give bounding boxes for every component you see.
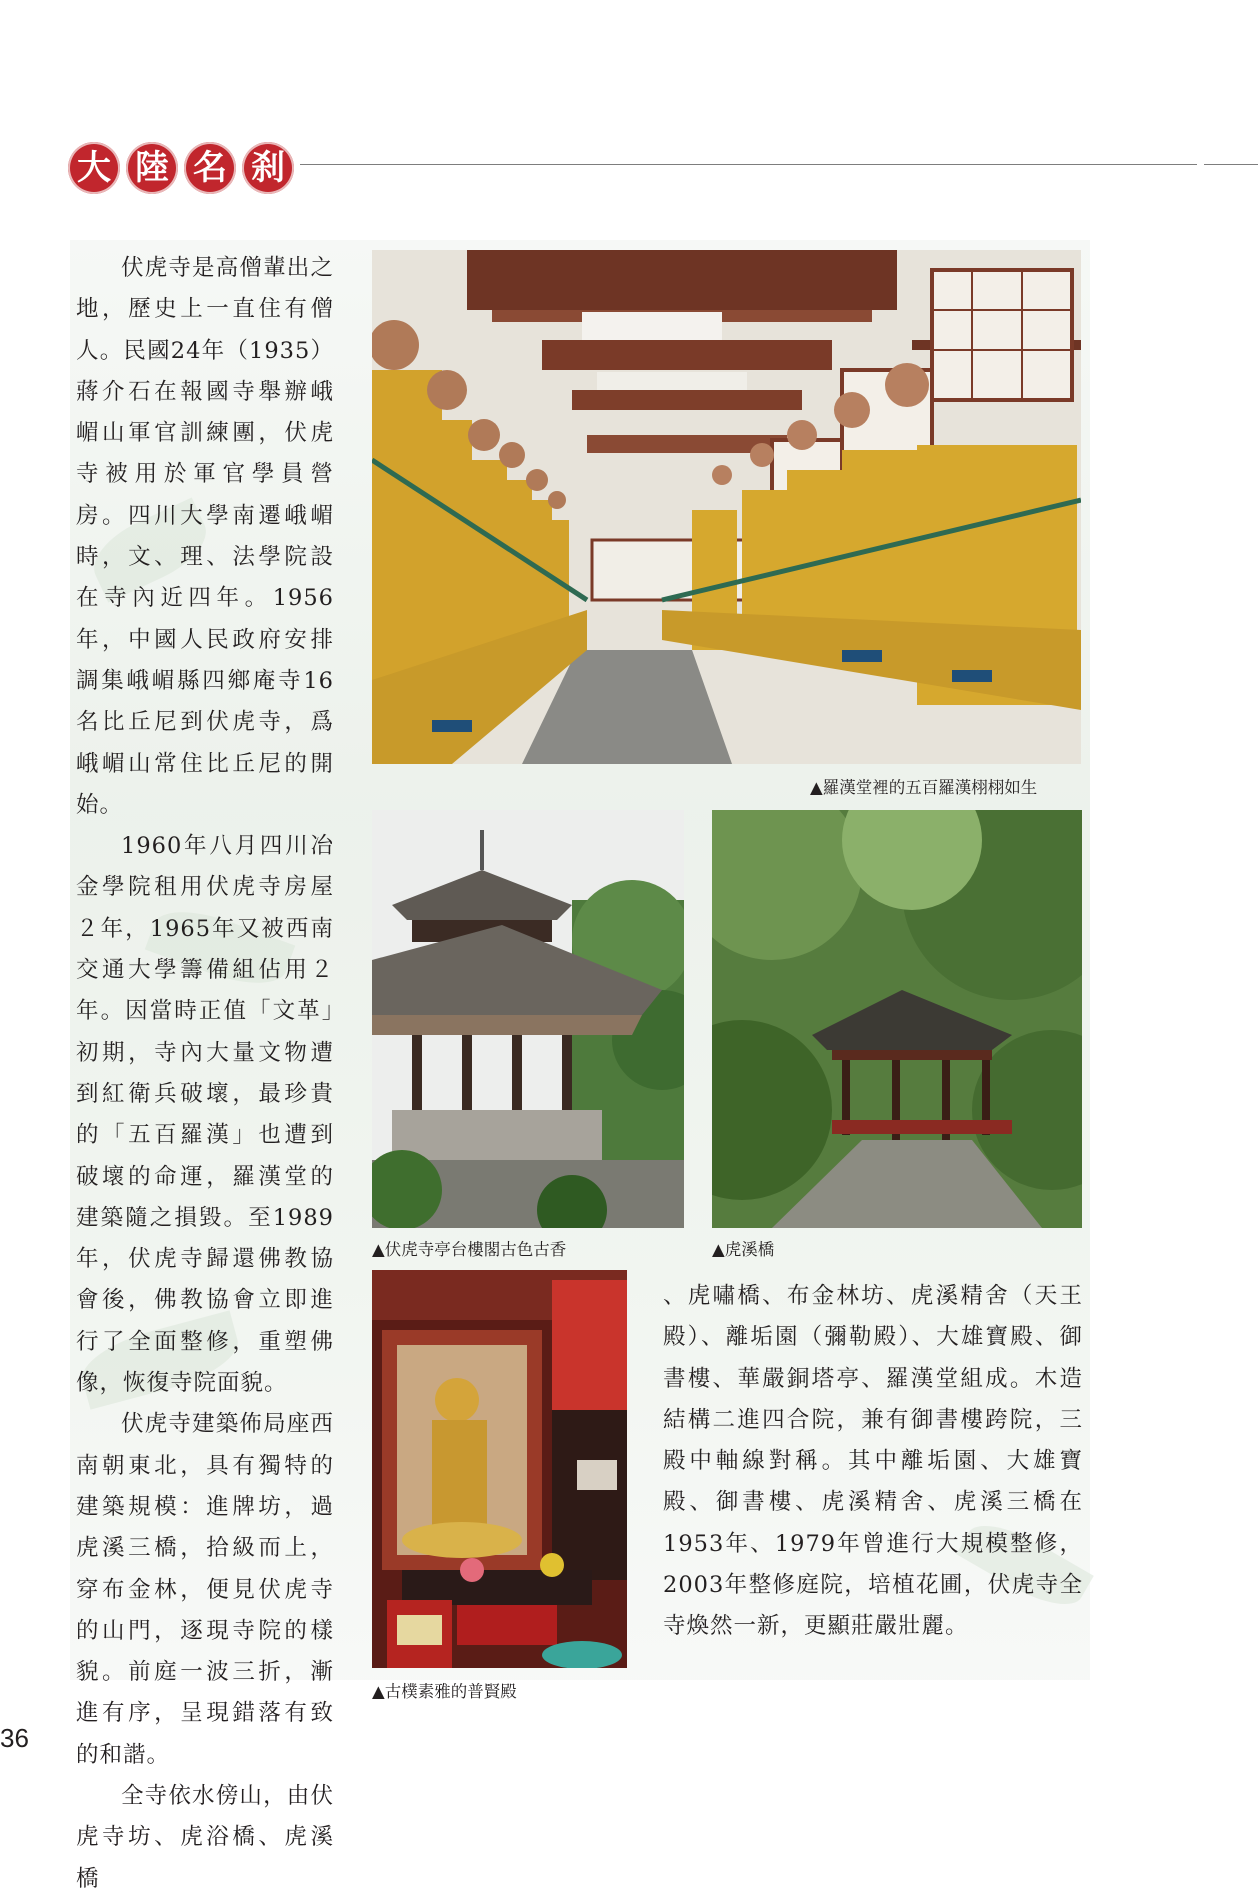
caption-arhat-hall: ▲羅漢堂裡的五百羅漢栩栩如生 [810,778,1038,797]
paragraph-continuation: 、虎嘯橋、布金林坊、虎溪精舍（天王殿）、離垢園（彌勒殿）、大雄寶殿、御書樓、華嚴銅塔亭、羅漢堂組成。木造結構二進四合院，兼有御書樓跨院，三殿中軸線對稱。其中離垢園、大雄寶殿、御書樓、虎溪精舍、虎溪三橋在1953年、1979年曾進行大規模整修，2003年整修庭院，培植花圃，伏虎寺全寺煥然一新，更顯莊嚴壯麗。 [663,1283,1083,1640]
paragraph: 伏虎寺建築佈局座西南朝東北，具有獨特的建築規模：進牌坊，過虎溪三橋，拾級而上，穿布金林，便見伏虎寺的山門，逐現寺院的樣貌。前庭一波三折，漸進有序，呈現錯落有致的和諧。 [76,1411,334,1768]
right-text-column [663,1276,1083,1648]
header-rule [300,164,1197,165]
pavilion-photo [372,810,684,1228]
header-char-3: 名 [184,142,236,194]
paragraph: 全寺依水傍山，由伏虎寺坊、虎浴橋、虎溪橋 [76,1782,334,1892]
caption-pavilion: ▲伏虎寺亭台樓閣古色古香 [372,1240,567,1259]
tiger-bridge-photo [712,810,1082,1228]
caption-tiger-bridge: ▲虎溪橋 [712,1240,775,1259]
page-number: 36 [0,1723,29,1753]
header-char-1: 大 [68,142,120,194]
paragraph: 伏虎寺是高僧輩出之地，歷史上一直住有僧人。民國24年（1935）蔣介石在報國寺舉辦峨嵋山軍官訓練團，伏虎寺被用於軍官學員營房。四川大學南遷峨嵋時，文、理、法學院設在寺內近四年。1956年，中國人民政府安排調集峨嵋縣四鄉庵寺16名比丘尼到伏虎寺，爲峨嵋山常住比丘尼的開始。 [76,255,334,818]
header-char-2: 陸 [126,142,178,194]
paragraph: 1960年八月四川冶金學院租用伏虎寺房屋２年，1965年又被西南交通大學籌備組佔用２年。因當時正值「文革」初期，寺內大量文物遭到紅衛兵破壞，最珍貴的「五百羅漢」也遭到破壞的命運，羅漢堂的建築隨之損毀。至1989年，伏虎寺歸還佛教協會後，佛教協會立即進行了全面整修，重塑佛像，恢復寺院面貌。 [76,833,334,1397]
caption-puxian-hall: ▲古樸素雅的普賢殿 [372,1682,517,1701]
puxian-hall-photo [372,1270,627,1668]
header-rule-cap [1204,164,1258,165]
left-text-column [76,248,334,1900]
section-header [68,138,300,198]
arhat-hall-photo [372,250,1081,764]
header-char-4: 刹 [242,142,294,194]
